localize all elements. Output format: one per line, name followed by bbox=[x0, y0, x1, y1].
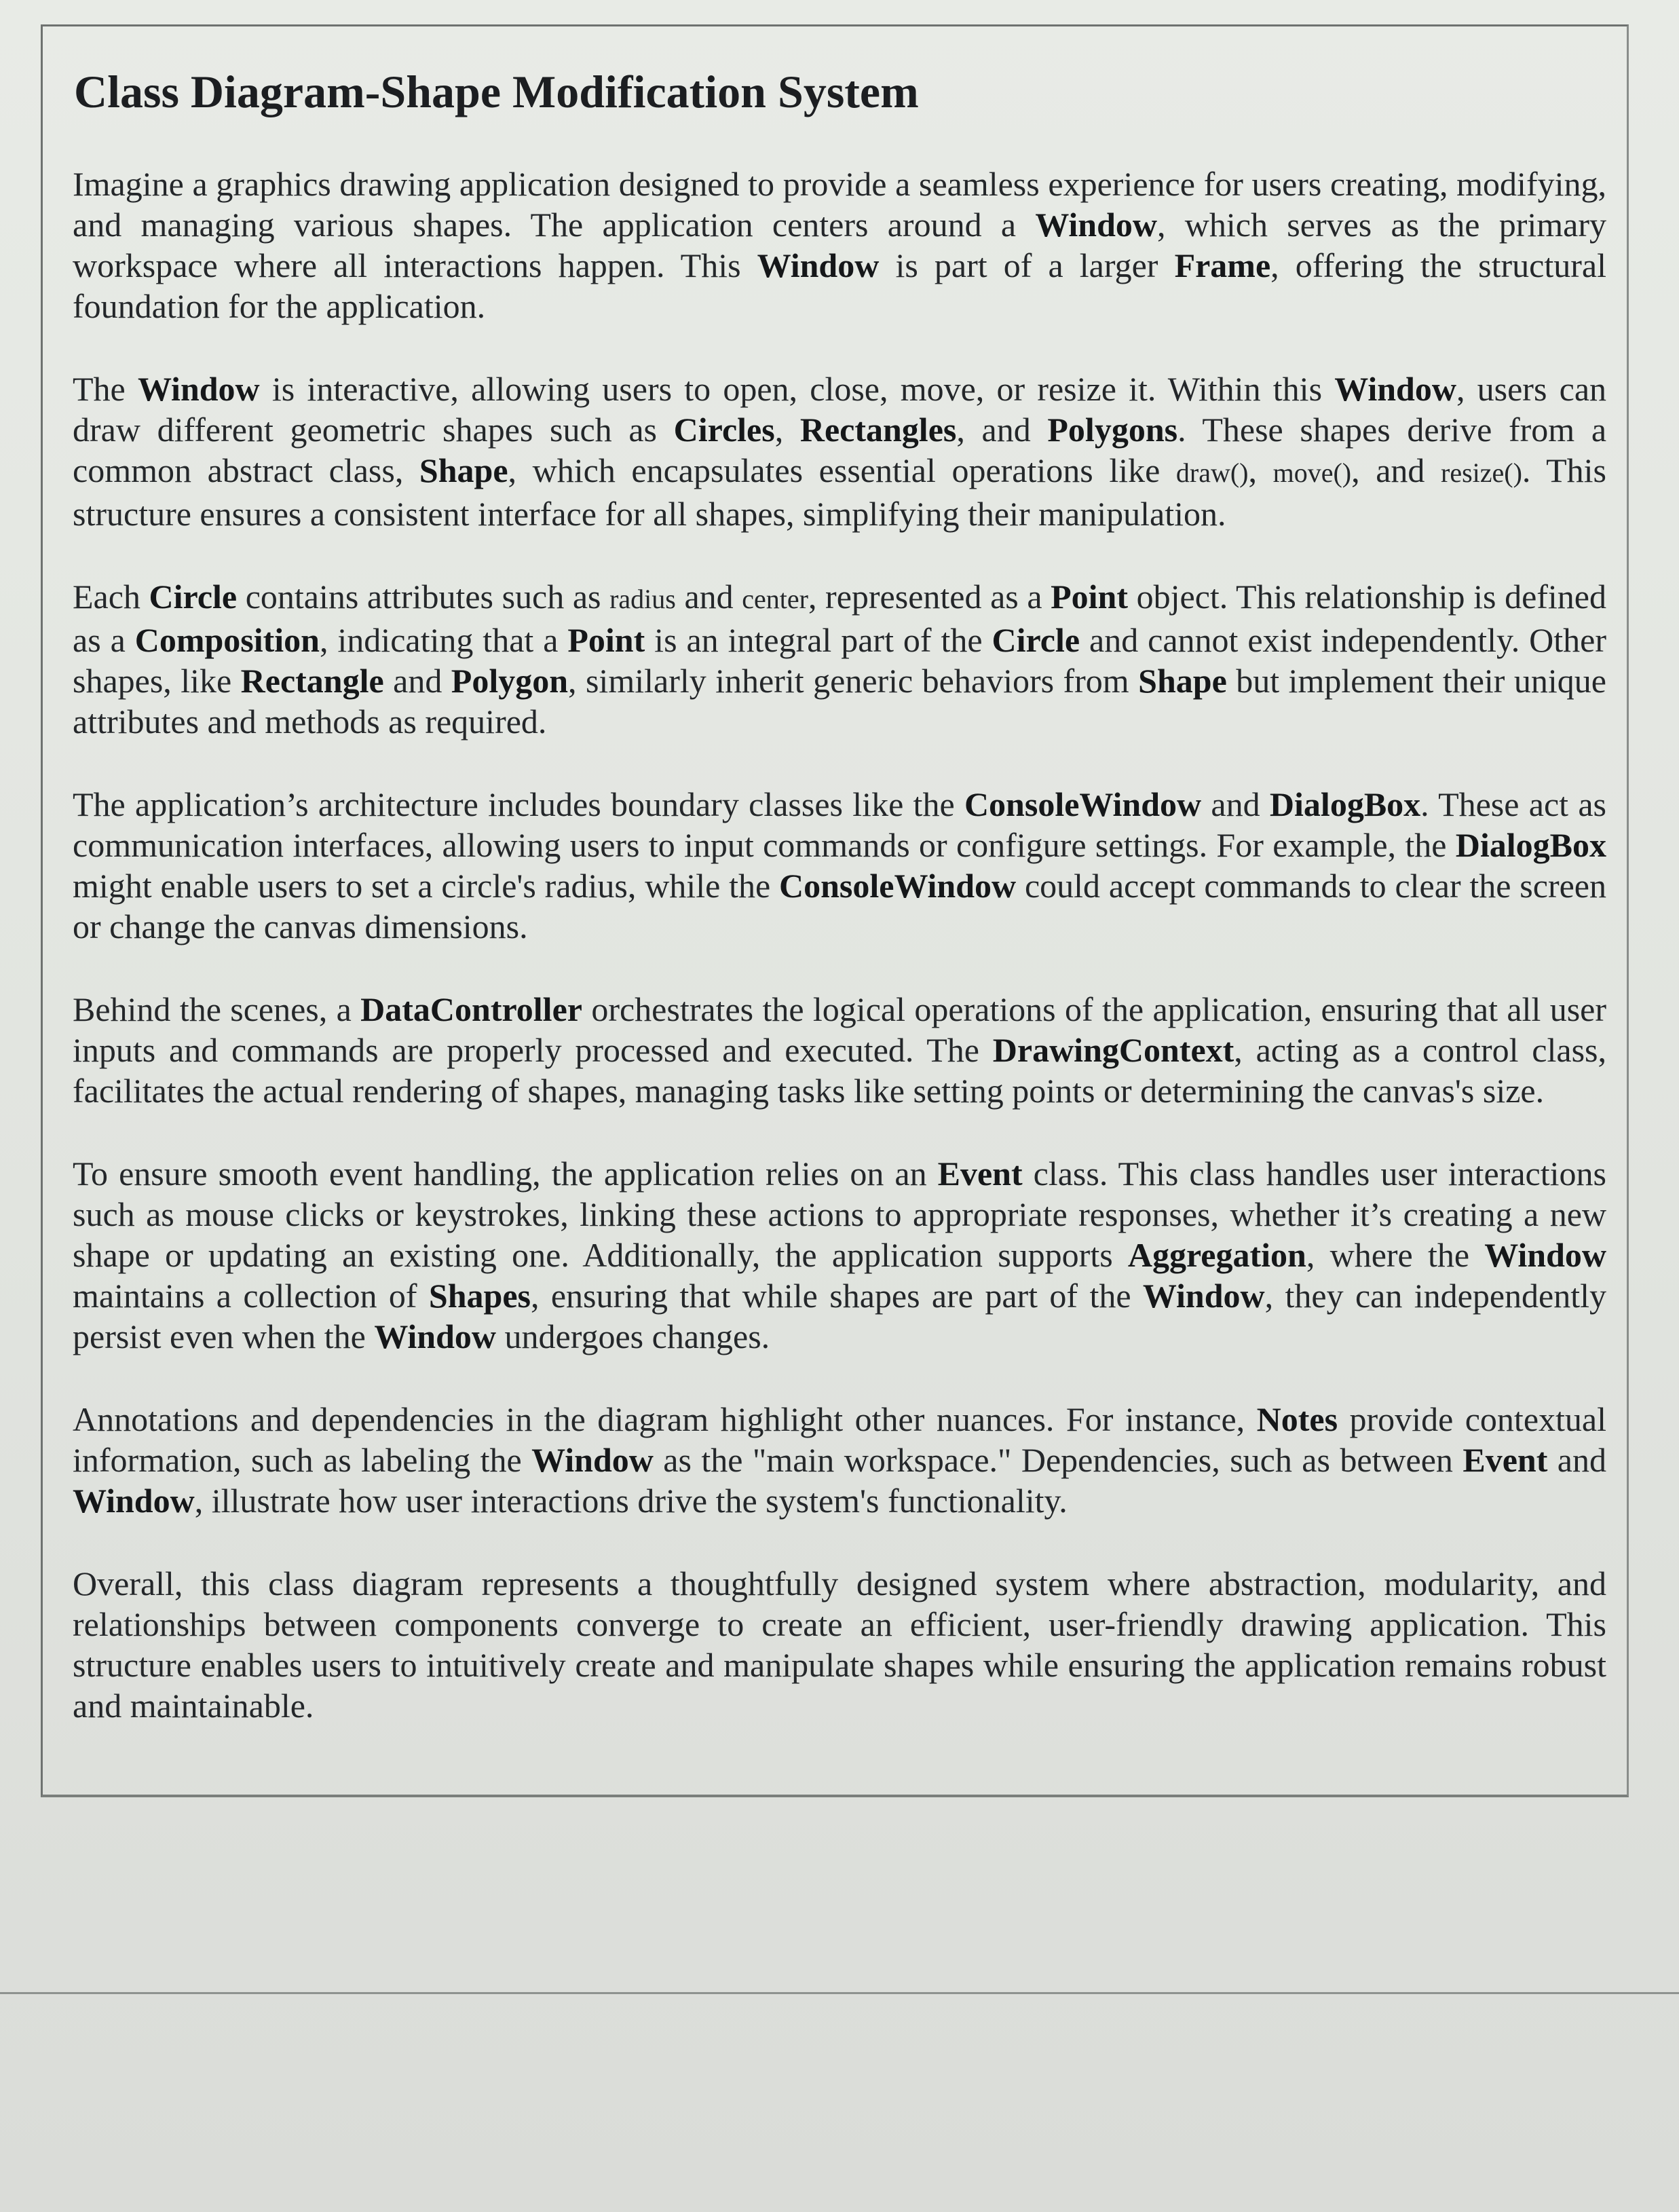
term-drawing-context: DrawingContext bbox=[992, 1030, 1234, 1069]
term-circles: Circles bbox=[673, 410, 775, 449]
term-notes: Notes bbox=[1256, 1400, 1338, 1438]
text: object. This relationship is defined as a bbox=[73, 577, 1606, 659]
term-window: Window bbox=[73, 1481, 195, 1520]
text: , which serves as the primary workspace where all interactions happen. This bbox=[73, 205, 1606, 284]
method-move: move() bbox=[1272, 457, 1352, 488]
text: Imagine a graphics drawing application designed to provide a seamless experience for users creating, modifying, and managing various shapes. The application centers around a bbox=[73, 164, 1606, 244]
text: , acting as a control class, facilitates the actual rendering of shapes, managing tasks like setting points or determining the canvas's size. bbox=[73, 1030, 1606, 1110]
text: . This structure ensures a consistent interface for all shapes, simplifying their manipulation. bbox=[73, 451, 1606, 533]
term-dialog-box: DialogBox bbox=[1455, 825, 1606, 864]
term-window: Window bbox=[1142, 1276, 1265, 1315]
text: Behind the scenes, a bbox=[73, 990, 361, 1028]
document-title: Class Diagram-Shape Modification System bbox=[74, 66, 919, 117]
text: orchestrates the logical operations of the application, ensuring that all user inputs and commands are properly processed and executed. The bbox=[73, 990, 1607, 1069]
term-shapes: Shapes bbox=[428, 1276, 531, 1315]
term-window: Window bbox=[1484, 1235, 1606, 1274]
text: , and bbox=[1351, 451, 1441, 489]
term-window: Window bbox=[757, 246, 880, 284]
text: could accept commands to clear the screen or change the canvas dimensions. bbox=[73, 866, 1606, 945]
text: , bbox=[774, 410, 800, 449]
term-polygons: Polygons bbox=[1047, 410, 1178, 449]
text: , represented as a bbox=[808, 577, 1051, 616]
page-divider-line bbox=[0, 1992, 1679, 1994]
term-window: Window bbox=[531, 1440, 654, 1479]
paragraph-annotations bbox=[73, 1399, 1606, 1521]
paragraph-window-frame bbox=[73, 164, 1606, 326]
text: , which encapsulates essential operations like bbox=[508, 451, 1176, 489]
term-shape: Shape bbox=[1138, 661, 1227, 700]
text: and bbox=[675, 577, 742, 616]
text: , where the bbox=[1306, 1235, 1485, 1274]
term-shape: Shape bbox=[419, 451, 508, 489]
term-point: Point bbox=[567, 620, 645, 659]
text: , they can independently persist even when the bbox=[73, 1276, 1606, 1355]
term-console-window: ConsoleWindow bbox=[964, 785, 1202, 823]
text: provide contextual information, such as labeling the bbox=[73, 1400, 1606, 1479]
term-event: Event bbox=[1463, 1440, 1548, 1479]
text: contains attributes such as bbox=[237, 577, 610, 616]
text: but implement their unique attributes and methods as required. bbox=[73, 661, 1606, 741]
term-console-window: ConsoleWindow bbox=[778, 866, 1017, 905]
text: Annotations and dependencies in the diagram highlight other nuances. For instance, bbox=[73, 1400, 1257, 1438]
text: and bbox=[1201, 785, 1270, 823]
text: , users can draw different geometric shapes such as bbox=[73, 369, 1607, 449]
text: , and bbox=[956, 410, 1048, 449]
text: , similarly inherit generic behaviors from bbox=[568, 661, 1139, 700]
paragraph-event-aggregation bbox=[73, 1153, 1606, 1357]
term-rectangle: Rectangle bbox=[240, 661, 384, 700]
text: is part of a larger bbox=[879, 246, 1175, 284]
text: class. This class handles user interactions such as mouse clicks or keystrokes, linking these actions to appropriate responses, whether it’s creating a new shape or updating an existing one. Additionally, the application supports bbox=[73, 1154, 1606, 1274]
text: . These act as communication interfaces, allowing users to input commands or configure settings. For example, the bbox=[73, 785, 1606, 864]
text: is interactive, allowing users to open, close, move, or resize it. Within this bbox=[259, 369, 1335, 408]
paragraph-boundary-classes bbox=[73, 784, 1606, 947]
term-event: Event bbox=[937, 1154, 1023, 1193]
term-aggregation: Aggregation bbox=[1127, 1235, 1306, 1274]
term-rectangles: Rectangles bbox=[799, 410, 957, 449]
attribute-radius: radius bbox=[609, 583, 676, 614]
text: , indicating that a bbox=[319, 620, 568, 659]
term-composition: Composition bbox=[134, 620, 320, 659]
text: , bbox=[1248, 451, 1273, 489]
text: might enable users to set a circle's radius, while the bbox=[73, 866, 779, 905]
text: and bbox=[1547, 1440, 1606, 1479]
term-frame: Frame bbox=[1174, 246, 1271, 284]
paragraph-overall bbox=[73, 1563, 1606, 1726]
text: The application’s architecture includes boundary classes like the bbox=[73, 785, 964, 823]
paragraph-controllers bbox=[73, 989, 1606, 1111]
text: maintains a collection of bbox=[73, 1276, 429, 1315]
term-window: Window bbox=[137, 369, 260, 408]
text: and cannot exist independently. Other shapes, like bbox=[73, 620, 1607, 700]
term-circle: Circle bbox=[992, 620, 1080, 659]
text: . These shapes derive from a common abstract class, bbox=[73, 410, 1607, 489]
term-window: Window bbox=[374, 1317, 497, 1355]
method-resize: resize() bbox=[1441, 457, 1522, 488]
term-window: Window bbox=[1035, 205, 1158, 244]
text: , offering the structural foundation for the application. bbox=[73, 246, 1606, 325]
text: and bbox=[383, 661, 451, 700]
term-point: Point bbox=[1051, 577, 1129, 616]
text: , illustrate how user interactions drive the system's functionality. bbox=[194, 1481, 1068, 1520]
content-box bbox=[41, 24, 1629, 1797]
text: Each bbox=[73, 577, 149, 616]
term-circle: Circle bbox=[149, 577, 238, 616]
text: Overall, this class diagram represents a thoughtfully designed system where abstraction, modularity, and relationships between components converge to create an efficient, user-friendly drawing application. This structure enables users to intuitively create and manipulate shapes while ensuring the application remains robust and maintainable. bbox=[73, 1564, 1606, 1725]
text: as the "main workspace." Dependencies, such as between bbox=[653, 1440, 1463, 1479]
term-polygon: Polygon bbox=[451, 661, 569, 700]
attribute-center: center bbox=[742, 583, 808, 614]
text: undergoes changes. bbox=[496, 1317, 770, 1355]
text: is an integral part of the bbox=[645, 620, 992, 659]
term-data-controller: DataController bbox=[360, 990, 582, 1028]
paragraph-shapes bbox=[73, 369, 1606, 534]
text: The bbox=[73, 369, 138, 408]
method-draw: draw() bbox=[1175, 457, 1249, 488]
term-dialog-box: DialogBox bbox=[1269, 785, 1421, 823]
text: , ensuring that while shapes are part of the bbox=[530, 1276, 1143, 1315]
term-window: Window bbox=[1334, 369, 1456, 408]
paragraph-circle-composition bbox=[73, 576, 1606, 742]
text: To ensure smooth event handling, the application relies on an bbox=[73, 1154, 938, 1193]
